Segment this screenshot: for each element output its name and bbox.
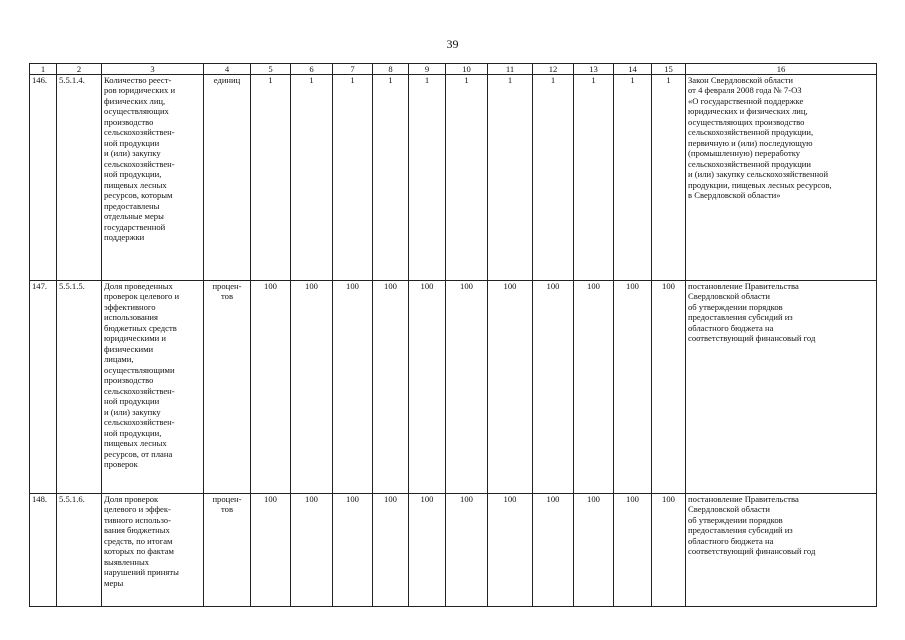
row-code: 5.5.1.6. — [57, 494, 102, 607]
value-cell: 100 — [291, 281, 333, 494]
value-cell: 1 — [446, 75, 488, 281]
value-cell: 100 — [488, 281, 533, 494]
unit: процен- тов — [204, 281, 251, 494]
value-cell: 100 — [652, 281, 686, 494]
value-cell: 100 — [251, 281, 291, 494]
value-cell: 100 — [533, 281, 574, 494]
value-cell: 100 — [446, 494, 488, 607]
value-cell: 1 — [333, 75, 373, 281]
col-header: 1 — [30, 64, 57, 75]
value-cell: 1 — [251, 75, 291, 281]
col-header: 15 — [652, 64, 686, 75]
col-header: 2 — [57, 64, 102, 75]
value-cell: 100 — [446, 281, 488, 494]
value-cell: 100 — [409, 281, 446, 494]
value-cell: 100 — [251, 494, 291, 607]
col-header: 14 — [614, 64, 652, 75]
value-cell: 1 — [373, 75, 409, 281]
col-header: 4 — [204, 64, 251, 75]
col-header: 3 — [102, 64, 204, 75]
col-header: 7 — [333, 64, 373, 75]
value-cell: 1 — [291, 75, 333, 281]
header-row — [30, 64, 877, 75]
row-number: 147. — [30, 281, 57, 494]
value-cell: 100 — [373, 281, 409, 494]
value-cell: 1 — [488, 75, 533, 281]
value-cell: 100 — [614, 281, 652, 494]
table-row — [30, 75, 877, 281]
col-header: 6 — [291, 64, 333, 75]
col-header: 10 — [446, 64, 488, 75]
value-cell: 100 — [652, 494, 686, 607]
col-header: 11 — [488, 64, 533, 75]
row-code: 5.5.1.4. — [57, 75, 102, 281]
table-row — [30, 281, 877, 494]
indicators-table — [29, 63, 877, 607]
legal-source: постановление Правительства Свердловской области об утверждении порядков предоставления субсидий из областного бюджета на соответствующий финансовый год — [686, 281, 877, 494]
legal-source: Закон Свердловской области от 4 февраля 2008 года № 7-ОЗ «О государственной поддержке юридических и физических лиц, осуществляющих производство сельскохозяйственной продукции, первичную и (или) последующую (промышленную) переработку сельскохозяйственной продукции и (или) закупку сельскохозяйственной продукции, пищевых лесных ресурсов, в Свердловской области» — [686, 75, 877, 281]
table-row — [30, 494, 877, 607]
value-cell: 100 — [333, 281, 373, 494]
row-number: 148. — [30, 494, 57, 607]
col-header: 5 — [251, 64, 291, 75]
indicator-name: Количество реест- ров юридических и физических лиц, осуществляющих производство сельскохозяйствен- ной продукции и (или) закупку сельскохозяйствен- ной продукции, пищевых лесных ресурсов, которым предоставлены отдельные меры государственной поддержки — [102, 75, 204, 281]
value-cell: 1 — [409, 75, 446, 281]
value-cell: 100 — [333, 494, 373, 607]
value-cell: 100 — [614, 494, 652, 607]
col-header: 12 — [533, 64, 574, 75]
value-cell: 100 — [533, 494, 574, 607]
col-header: 16 — [686, 64, 877, 75]
unit: единиц — [204, 75, 251, 281]
indicator-name: Доля проверок целевого и эффек- тивного использо- вания бюджетных средств, по итогам которых по фактам выявленных нарушений приняты меры — [102, 494, 204, 607]
value-cell: 1 — [574, 75, 614, 281]
value-cell: 100 — [409, 494, 446, 607]
row-code: 5.5.1.5. — [57, 281, 102, 494]
indicator-name: Доля проведенных проверок целевого и эффективного использования бюджетных средств юридическими и физическими лицами, осуществляющими производство сельскохозяйствен- ной продукции и (или) закупку сельскохозяйствен- ной продукции, пищевых лесных ресурсов, от плана проверок — [102, 281, 204, 494]
value-cell: 100 — [291, 494, 333, 607]
col-header: 8 — [373, 64, 409, 75]
value-cell: 1 — [533, 75, 574, 281]
value-cell: 1 — [652, 75, 686, 281]
col-header: 9 — [409, 64, 446, 75]
value-cell: 100 — [488, 494, 533, 607]
value-cell: 100 — [574, 494, 614, 607]
col-header: 13 — [574, 64, 614, 75]
legal-source: постановление Правительства Свердловской области об утверждении порядков предоставления субсидий из областного бюджета на соответствующий финансовый год — [686, 494, 877, 607]
value-cell: 100 — [373, 494, 409, 607]
row-number: 146. — [30, 75, 57, 281]
value-cell: 100 — [574, 281, 614, 494]
page-number: 39 — [446, 37, 459, 51]
value-cell: 1 — [614, 75, 652, 281]
unit: процен- тов — [204, 494, 251, 607]
